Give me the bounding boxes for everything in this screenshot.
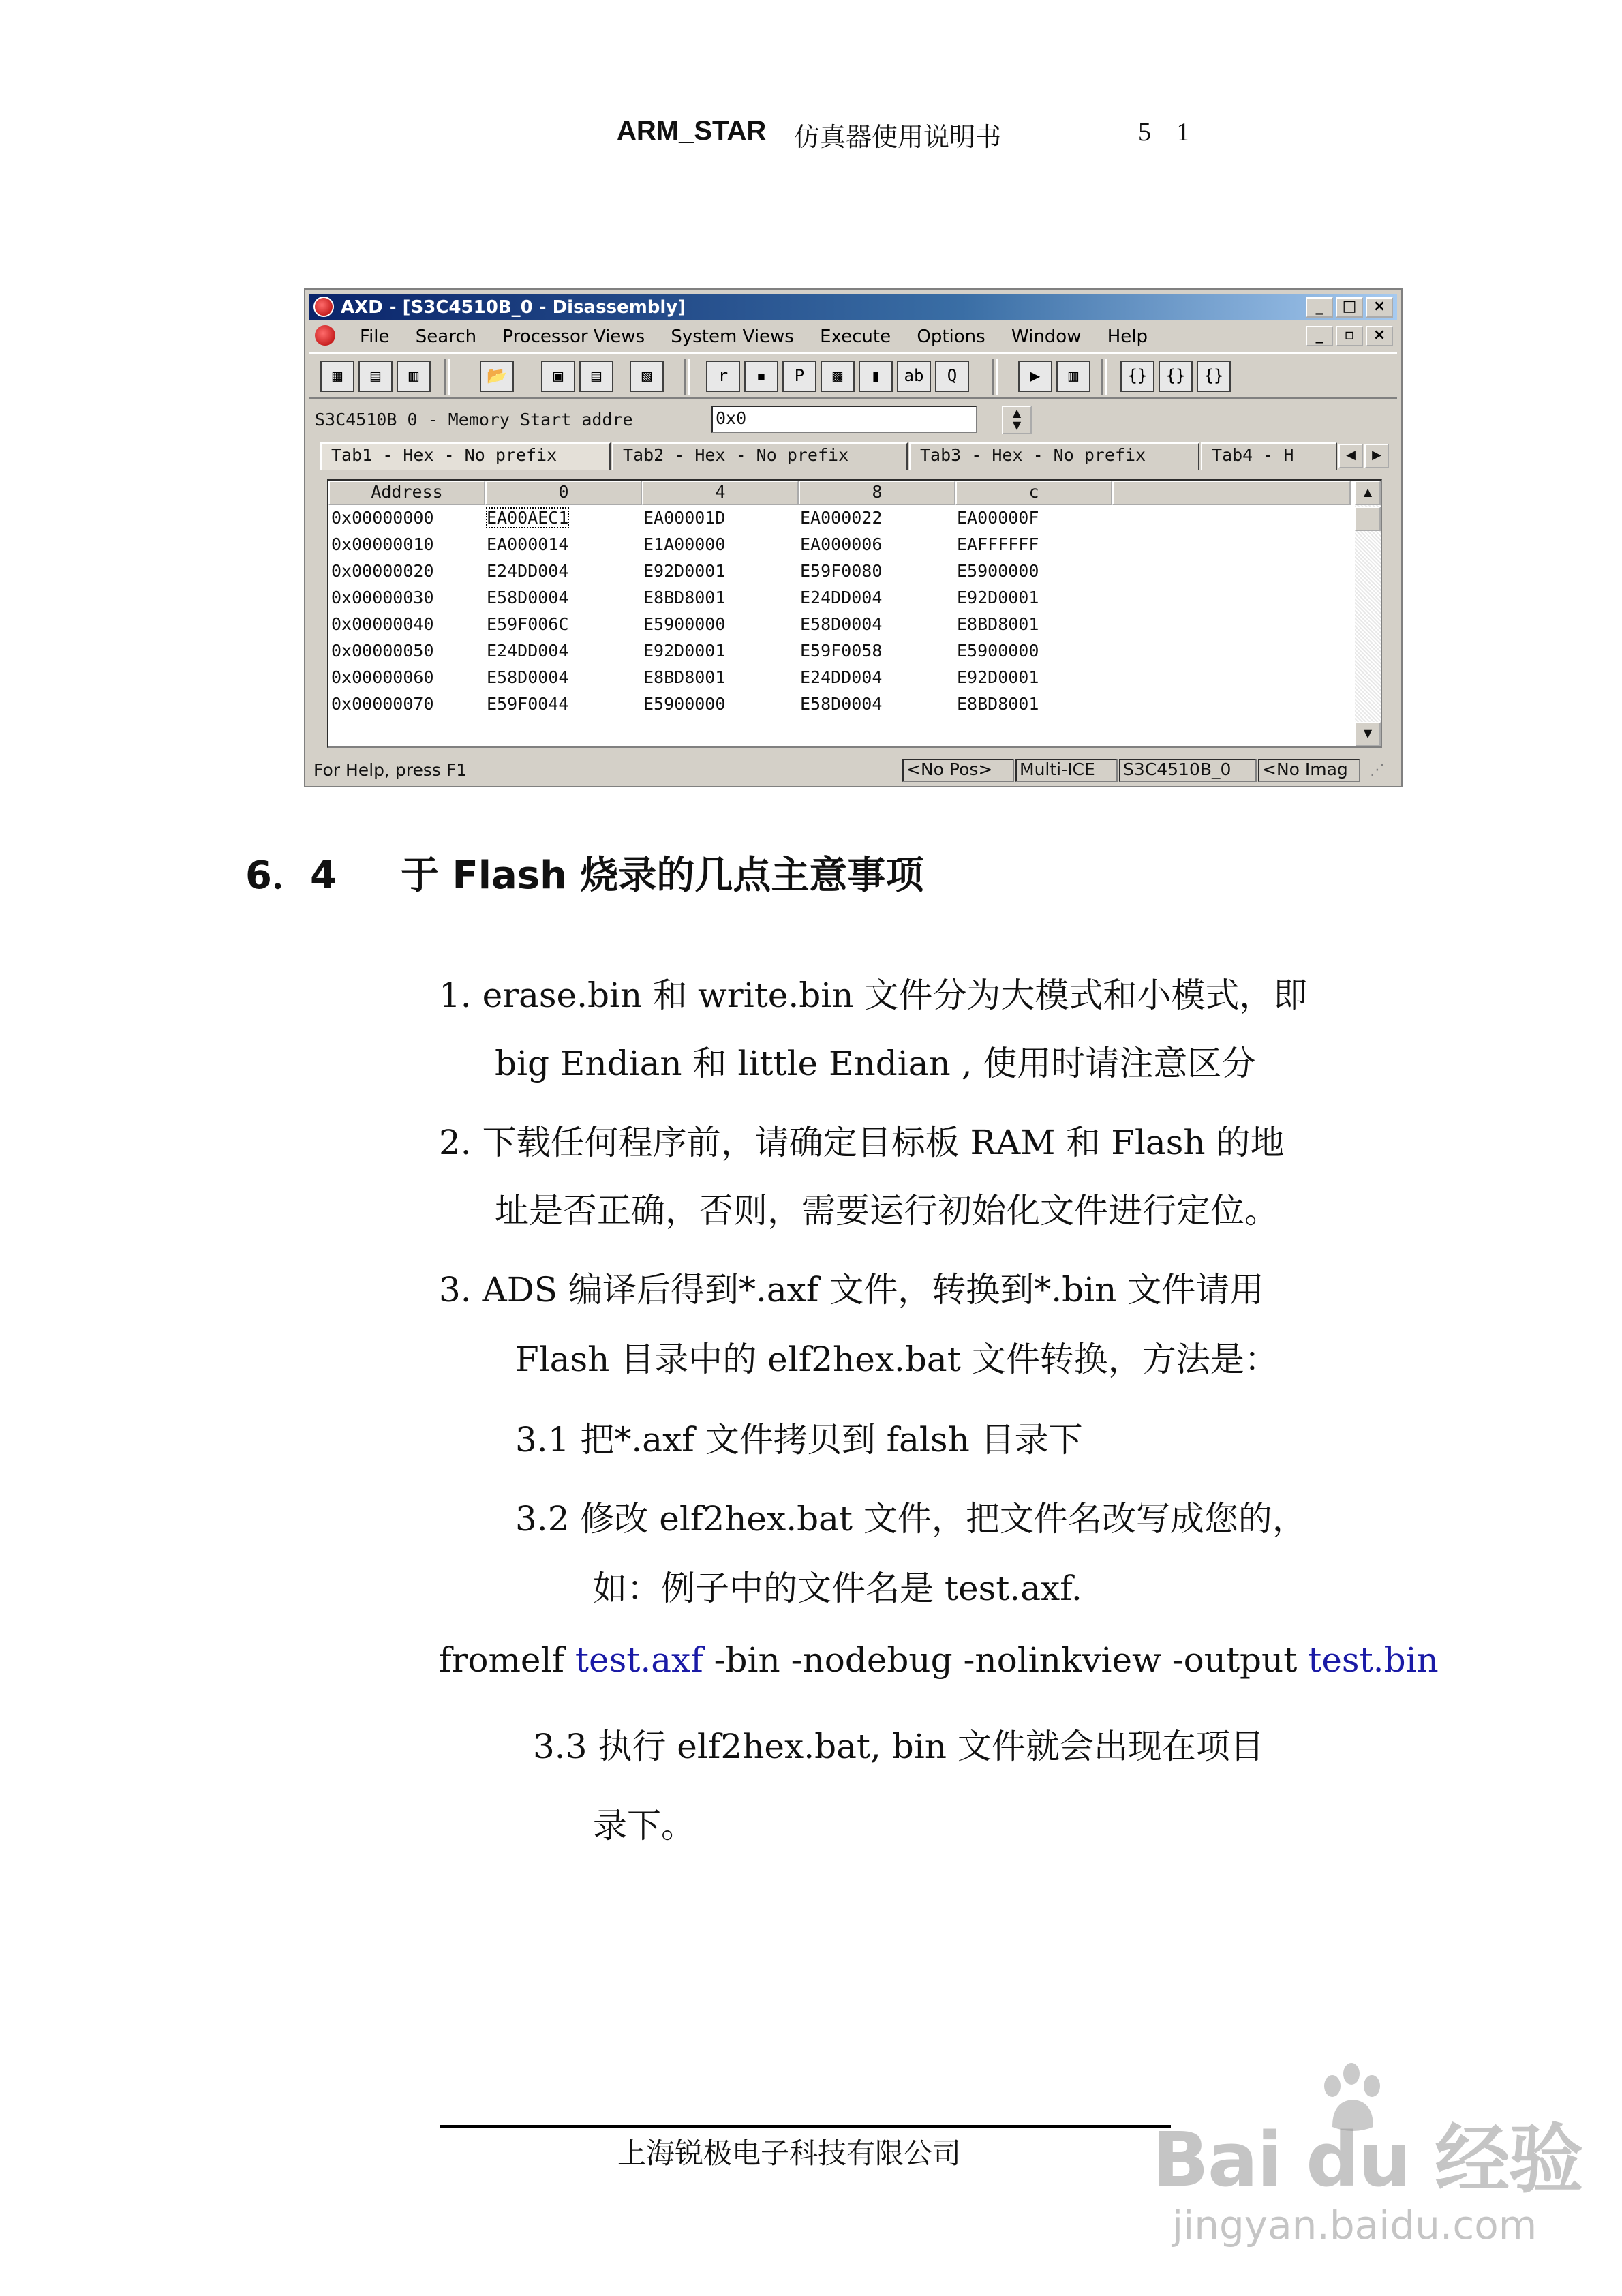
status-help: For Help, press F1 [313, 760, 468, 780]
value-cell[interactable]: E92D0001 [643, 641, 726, 661]
table-row[interactable] [328, 666, 1351, 693]
watermark-brand: Bai du 经验 [1152, 2116, 1582, 2203]
scroll-thumb[interactable] [1355, 507, 1381, 531]
value-cell[interactable]: E59F0080 [800, 561, 883, 581]
value-cell[interactable]: EA000014 [487, 534, 569, 554]
menu-system-views[interactable]: System Views [671, 327, 794, 347]
table-row[interactable] [328, 693, 1351, 719]
value-cell[interactable]: E92D0001 [643, 561, 726, 581]
toolbar [309, 352, 1397, 399]
page-number: 5 1 [1138, 118, 1199, 147]
tab-3[interactable]: Tab3 - Hex - No prefix [909, 442, 1199, 470]
toolbar-separator [684, 359, 690, 395]
value-cell[interactable]: E92D0001 [957, 588, 1039, 607]
menu-window[interactable]: Window [1011, 327, 1082, 347]
column-header-0[interactable]: 0 [485, 481, 642, 505]
maximize-button[interactable]: □ [1336, 297, 1363, 318]
toolbar-group-config [630, 361, 668, 393]
window-controls [1303, 297, 1393, 318]
column-header-c[interactable]: c [955, 481, 1112, 505]
axd-window-screenshot [304, 288, 1403, 787]
menu-help[interactable]: Help [1107, 327, 1148, 347]
value-cell[interactable]: E58D0004 [487, 588, 569, 607]
item-2-line-1: 2. 下载任何程序前，请确定目标板 RAM 和 Flash 的地 [439, 1123, 1285, 1162]
value-cell[interactable]: E58D0004 [800, 694, 883, 714]
address-cell: 0x00000010 [331, 534, 434, 554]
toolbar-separator [444, 359, 450, 395]
value-cell[interactable]: E24DD004 [800, 667, 883, 687]
memory-grid [327, 479, 1382, 748]
start-address-input[interactable]: 0x0 [711, 406, 977, 433]
resize-grip-icon[interactable]: ⋰ [1370, 761, 1385, 779]
memory-panel [309, 403, 1397, 756]
value-cell[interactable]: E92D0001 [957, 667, 1039, 687]
toolbar-group-load [320, 361, 435, 393]
header-title: ARM_STAR [617, 116, 767, 146]
vertical-scrollbar[interactable] [1355, 481, 1381, 746]
tab-scroll-right-icon[interactable]: ▶ [1364, 444, 1389, 468]
value-cell[interactable]: EA00000F [957, 508, 1039, 528]
address-spinner[interactable]: ▲ ▼ [1002, 406, 1032, 434]
scroll-up-icon[interactable]: ▲ [1355, 481, 1381, 505]
memory-icon[interactable]: ▩ [821, 361, 855, 392]
reload-image-icon[interactable]: ▤ [358, 361, 393, 392]
value-cell[interactable]: EA00AEC1 [487, 508, 569, 528]
watermark-url: jingyan.baidu.com [1172, 2202, 1537, 2248]
value-cell[interactable]: E8BD8001 [643, 667, 726, 687]
value-cell[interactable]: E59F006C [487, 614, 569, 634]
table-row[interactable] [328, 586, 1351, 613]
close-button[interactable]: × [1366, 297, 1393, 318]
mdi-close-button[interactable]: × [1366, 326, 1393, 346]
column-header-4[interactable]: 4 [642, 481, 799, 505]
value-cell[interactable]: E8BD8001 [957, 614, 1039, 634]
value-cell[interactable]: E8BD8001 [957, 694, 1039, 714]
scroll-down-icon[interactable]: ▼ [1355, 722, 1381, 746]
footer-rule [440, 2125, 1171, 2128]
toolbar-group-views [706, 361, 973, 393]
status-position: <No Pos> [902, 759, 1014, 782]
variables-icon[interactable]: P [782, 361, 816, 392]
value-cell[interactable]: E5900000 [957, 641, 1039, 661]
menu-processor-views[interactable]: Processor Views [502, 327, 645, 347]
item-2-line-2: 址是否正确，否则，需要运行初始化文件进行定位。 [495, 1191, 1279, 1230]
watch-icon[interactable]: ▪ [744, 361, 778, 392]
sub-item-3-2-line-1: 3.2 修改 elf2hex.bat 文件，把文件名改写成您的， [515, 1499, 1306, 1539]
value-cell[interactable]: E58D0004 [800, 614, 883, 634]
value-cell[interactable]: E24DD004 [487, 561, 569, 581]
item-1-line-1: 1. erase.bin 和 write.bin 文件分为大模式和小模式，即 [439, 976, 1308, 1015]
address-cell: 0x00000020 [331, 561, 434, 581]
step-in-icon[interactable]: {} [1120, 361, 1154, 392]
sub-item-3-3-line-1: 3.3 执行 elf2hex.bat, bin 文件就会出现在项目 [533, 1727, 1264, 1766]
step-out-icon[interactable]: {} [1197, 361, 1231, 392]
toolbar-group-step [1120, 361, 1235, 393]
step-over-icon[interactable]: {} [1159, 361, 1193, 392]
minimize-button[interactable]: _ [1306, 297, 1333, 318]
grid-header [328, 481, 1351, 505]
address-cell: 0x00000070 [331, 694, 434, 714]
config-icon[interactable]: ▧ [630, 361, 664, 392]
toolbar-group-run [1018, 361, 1095, 393]
status-target: Multi-ICE [1015, 759, 1118, 782]
open-folder-icon[interactable]: 📂 [480, 361, 514, 392]
baidu-watermark [1152, 2059, 1588, 2263]
address-cell: 0x00000030 [331, 588, 434, 607]
address-cell: 0x00000050 [331, 641, 434, 661]
toolbar-separator [992, 359, 998, 395]
value-cell[interactable]: E5900000 [643, 694, 726, 714]
address-cell: 0x00000040 [331, 614, 434, 634]
toolbar-separator [1101, 359, 1107, 395]
stop-icon[interactable]: ▥ [1056, 361, 1090, 392]
disassembly-icon[interactable]: ▮ [859, 361, 893, 392]
table-row[interactable] [328, 533, 1351, 560]
mdi-controls [1303, 326, 1393, 346]
menu-options[interactable]: Options [917, 327, 985, 347]
source-icon[interactable]: ab [897, 361, 931, 392]
value-cell[interactable]: E24DD004 [800, 588, 883, 607]
save-icon[interactable]: ▤ [579, 361, 613, 392]
sub-item-3-1: 3.1 把*.axf 文件拷贝到 falsh 目录下 [515, 1420, 1083, 1460]
value-cell[interactable]: E8BD8001 [643, 588, 726, 607]
value-cell[interactable]: EA00001D [643, 508, 726, 528]
window-titlebar [309, 294, 1397, 320]
test-bin-link[interactable]: test.bin [1308, 1640, 1439, 1680]
table-row[interactable] [328, 507, 1351, 533]
value-cell[interactable]: E59F0044 [487, 694, 569, 714]
toolbar-group-open [480, 361, 518, 393]
command-line [439, 1640, 1439, 1680]
page-header [0, 116, 1622, 157]
toolbar-group-chip [541, 361, 617, 393]
tab-scroll-left-icon[interactable]: ◀ [1338, 444, 1363, 468]
mdi-minimize-button[interactable]: _ [1306, 326, 1333, 346]
footer-company: 上海锐极电子科技有限公司 [617, 2136, 962, 2170]
memory-label: S3C4510B_0 - Memory Start addre [315, 410, 633, 429]
item-3-line-2: Flash 目录中的 elf2hex.bat 文件转换，方法是： [515, 1340, 1279, 1379]
address-cell: 0x00000000 [331, 508, 434, 528]
axd-app-icon [313, 297, 334, 317]
registers-icon[interactable]: r [706, 361, 740, 392]
chip-icon[interactable]: ▣ [541, 361, 575, 392]
tab-4[interactable]: Tab4 - H [1201, 442, 1337, 470]
table-row[interactable] [328, 560, 1351, 586]
value-cell[interactable]: E1A00000 [643, 534, 726, 554]
value-cell[interactable]: EA000022 [800, 508, 883, 528]
value-cell[interactable]: EA000006 [800, 534, 883, 554]
item-1-line-2: big Endian 和 little Endian , 使用时请注意区分 [495, 1044, 1256, 1083]
memory-tabs [320, 442, 1390, 471]
load-memory-icon[interactable]: ▥ [397, 361, 431, 392]
sub-item-3-2-line-2: 如：例子中的文件名是 test.axf. [593, 1569, 1082, 1608]
column-header-empty [1112, 481, 1351, 505]
tab-1[interactable]: Tab1 - Hex - No prefix [320, 442, 611, 470]
status-processor: S3C4510B_0 [1119, 759, 1257, 782]
sub-item-3-3-line-2: 录下。 [593, 1806, 695, 1845]
menu-file[interactable]: File [360, 327, 390, 347]
header-subtitle: 仿真器使用说明书 [794, 122, 1002, 152]
statusbar [309, 759, 1397, 783]
value-cell[interactable]: EAFFFFFF [957, 534, 1039, 554]
status-image: <No Imag [1258, 759, 1360, 782]
section-number: 6．4 [245, 854, 337, 898]
value-cell[interactable]: E24DD004 [487, 641, 569, 661]
address-cell: 0x00000060 [331, 667, 434, 687]
menubar [309, 322, 1397, 350]
tab-2[interactable]: Tab2 - Hex - No prefix [612, 442, 908, 470]
item-3-line-1: 3. ADS 编译后得到*.axf 文件，转换到*.bin 文件请用 [439, 1270, 1264, 1310]
menu-search[interactable]: Search [415, 327, 477, 347]
value-cell[interactable]: E59F0058 [800, 641, 883, 661]
table-row[interactable] [328, 613, 1351, 639]
window-title: AXD - [S3C4510B_0 - Disassembly] [341, 297, 686, 318]
column-header-8[interactable]: 8 [799, 481, 955, 505]
command-text-1: fromelf [439, 1640, 575, 1680]
run-icon[interactable]: ▶ [1018, 361, 1052, 392]
document-icon[interactable] [315, 325, 335, 346]
section-title: 于 Flash 烧录的几点主意事项 [401, 854, 924, 898]
command-text-2: -bin -nodebug -nolinkview -output [703, 1640, 1309, 1680]
value-cell[interactable]: E5900000 [957, 561, 1039, 581]
column-header-address[interactable]: Address [328, 481, 485, 505]
mdi-restore-button[interactable]: ▫ [1336, 326, 1363, 346]
load-image-icon[interactable]: ▦ [320, 361, 354, 392]
menu-execute[interactable]: Execute [820, 327, 891, 347]
value-cell[interactable]: E58D0004 [487, 667, 569, 687]
find-icon[interactable]: Q [935, 361, 969, 392]
table-row[interactable] [328, 639, 1351, 666]
value-cell[interactable]: E5900000 [643, 614, 726, 634]
test-axf-link[interactable]: test.axf [575, 1640, 703, 1680]
